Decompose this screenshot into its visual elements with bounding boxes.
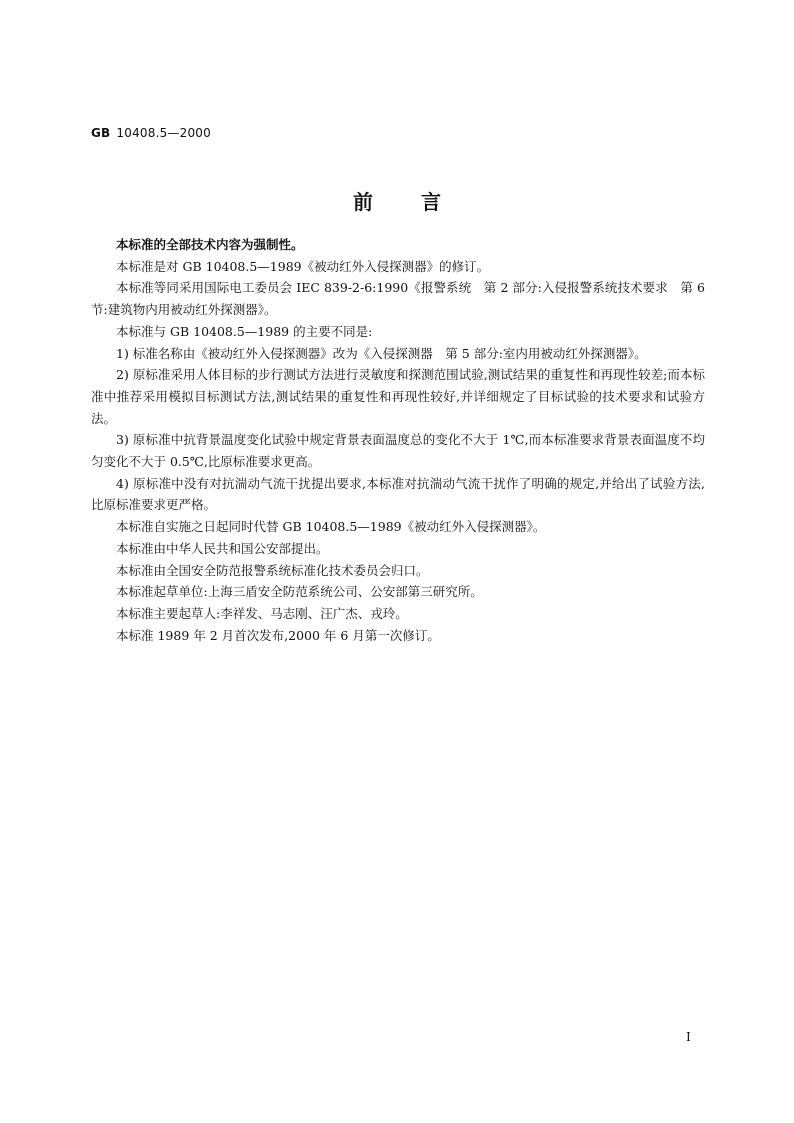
paragraph-replacement: 本标准自实施之日起同时代替 GB 10408.5—1989《被动红外入侵探测器》。 [116, 519, 546, 535]
paragraph-responsible-committee: 本标准由全国安全防范报警系统标准化技术委员会归口。 [116, 562, 429, 578]
standard-prefix: GB [91, 126, 111, 140]
paragraph-drafting-units: 本标准起草单位:上海三盾安全防范系统公司、公安部第三研究所。 [116, 584, 483, 600]
paragraph-proposer: 本标准由中华人民共和国公安部提出。 [116, 540, 329, 556]
paragraph-adoption: 本标准等同采用国际电工委员会 IEC 839-2-6:1990《报警系统 第 2 部分:入侵报警系统技术要求 第 6 节:建筑物内用被动红外探测器》。 [91, 280, 705, 318]
paragraph-difference-2: 2) 原标准采用人体目标的步行测试方法进行灵敏度和探测范围试验,测试结果的重复性和再现性较差;而本标准中推荐采用模拟目标测试方法,测试结果的重复性和再现性较好,并详细规定了目标试验的技术要求和试验方法。 [91, 367, 705, 426]
paragraph-mandatory-statement: 本标准的全部技术内容为强制性。 [116, 237, 304, 252]
paragraph-publication-history: 本标准 1989 年 2 月首次发布,2000 年 6 月第一次修订。 [116, 627, 440, 643]
paragraph-difference-1: 1) 标准名称由《被动红外入侵探测器》改为《入侵探测器 第 5 部分:室内用被动红外探测器》。 [116, 345, 647, 361]
paragraph-difference-4: 4) 原标准中没有对抗湍动气流干扰提出要求,本标准对抗湍动气流干扰作了明确的规定,并给出了试验方法,比原标准要求更严格。 [91, 475, 705, 513]
page-number: I [686, 1030, 691, 1044]
foreword-body [91, 234, 705, 646]
paragraph-drafters: 本标准主要起草人:李祥发、马志刚、汪广杰、戎玲。 [116, 605, 408, 621]
paragraph-difference-3: 3) 原标准中抗背景温度变化试验中规定背景表面温度总的变化不大于 1℃,而本标准要求背景表面温度不均匀变化不大于 0.5℃,比原标准要求更高。 [91, 432, 705, 470]
paragraph-revision: 本标准是对 GB 10408.5—1989《被动红外入侵探测器》的修订。 [116, 258, 490, 274]
page-title: 前言 [353, 190, 489, 214]
document-header [91, 126, 211, 140]
standard-code: 10408.5—2000 [116, 126, 211, 140]
paragraph-differences-intro: 本标准与 GB 10408.5—1989 的主要不同是: [116, 323, 373, 339]
